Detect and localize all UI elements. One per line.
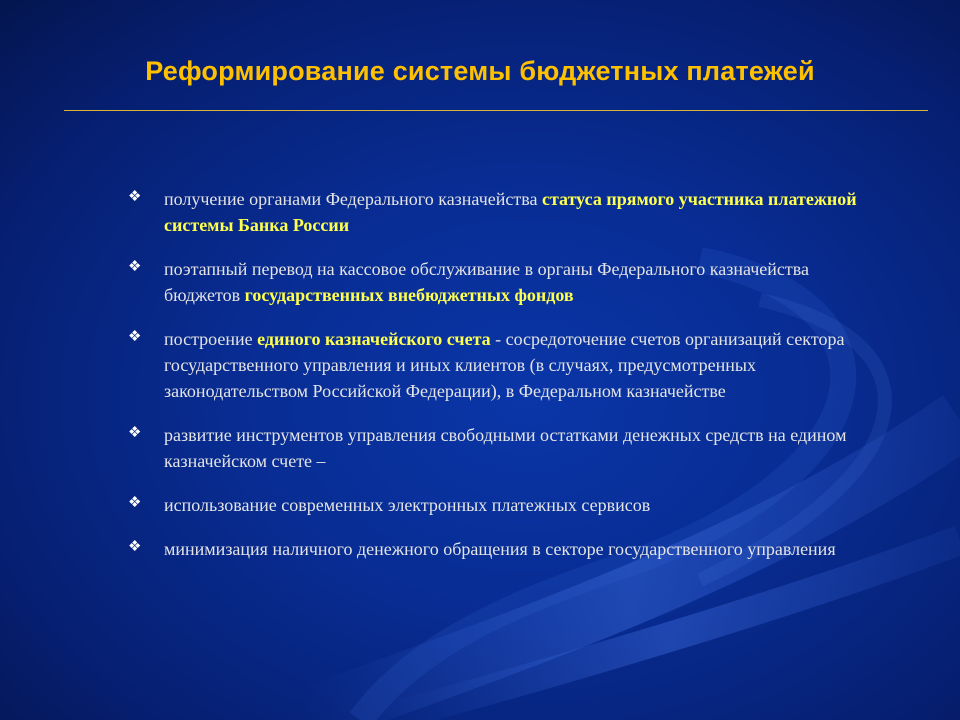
bullet-text: получение органами Федерального казначейства [164,189,542,209]
bullet-item [128,256,858,308]
title-underline [64,110,928,111]
diamond-bullet-icon: ❖ [128,539,142,555]
bullet-item [128,326,858,404]
bullet-highlight: статуса прямого участника платежной системы Банка России [164,189,857,235]
bullet-text: использование современных электронных платежных сервисов [164,495,651,515]
bullet-highlight: государственных внебюджетных фондов [244,285,574,305]
bullet-item [128,536,858,562]
diamond-bullet-icon: ❖ [128,495,142,511]
diamond-bullet-icon: ❖ [128,329,142,345]
diamond-bullet-icon: ❖ [128,259,142,275]
bullet-text: построение [164,329,258,349]
bullet-item [128,492,858,518]
bullet-text-tail: - сосредоточение счетов организаций сектора государственного управления и иных клиентов (в случаях, предусмотренных законодательством Российской Федерации), в Федеральном казначействе [164,329,845,401]
bullet-list [128,186,858,580]
diamond-bullet-icon: ❖ [128,425,142,441]
bullet-text: поэтапный перевод на кассовое обслуживание в органы Федерального казначейства бюджетов [164,259,810,305]
bullet-item [128,186,858,238]
bullet-text: минимизация наличного денежного обращения в секторе государственного управления [164,539,836,559]
diamond-bullet-icon: ❖ [128,189,142,205]
slide-title: Реформирование системы бюджетных платежей [145,56,815,86]
bullet-text: развитие инструментов управления свободными остатками денежных средств на едином казначейском счете – [164,425,847,471]
bullet-item [128,422,858,474]
bullet-highlight: единого казначейского счета [257,329,491,349]
